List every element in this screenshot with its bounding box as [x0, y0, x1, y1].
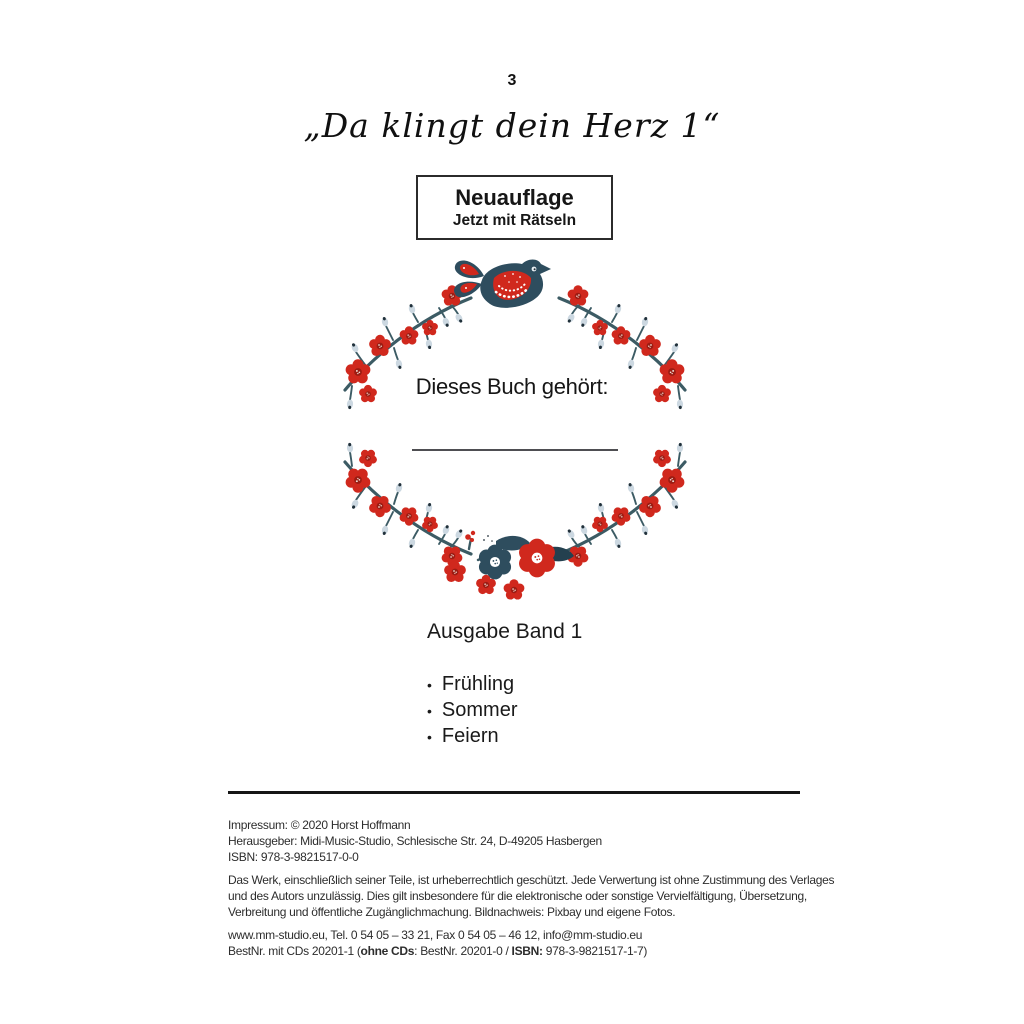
edition-heading: Ausgabe Band 1 — [427, 620, 583, 643]
imprint-line: Impressum: © 2020 Horst Hoffmann — [228, 818, 411, 832]
list-item-label: • Frühling — [441, 673, 515, 695]
order-text: 978-3-9821517-1-7) — [542, 944, 648, 958]
imprint-block-copyright — [228, 872, 888, 920]
imprint-line: ISBN: 978-3-9821517-0-0 — [228, 850, 359, 864]
imprint-section — [228, 817, 888, 966]
edition-box — [416, 175, 613, 240]
list-item — [427, 697, 582, 723]
imprint-order-line — [228, 943, 888, 959]
edition-box-title: Neuauflage — [455, 185, 574, 210]
book-title: „Da klingt dein Herz 1“ — [303, 106, 721, 145]
order-text: BestNr. mit CDs 20201-1 ( — [228, 944, 361, 958]
list-item-label: • Feiern — [441, 725, 499, 747]
order-text-bold: ohne CDs — [360, 944, 415, 958]
imprint-contact-line: www.mm-studio.eu, Tel. 0 54 05 – 33 21, Fax 0 54 05 – 46 12, info@mm-studio.eu — [228, 928, 643, 942]
imprint-line: Verbreitung und öffentliche Zugänglichmachung. Bildnachweis: Pixbay und eigene Fotos. — [228, 905, 676, 919]
order-text-bold: ISBN: — [511, 944, 543, 958]
list-item — [427, 723, 582, 749]
name-writing-line — [412, 449, 618, 451]
belongs-label: Dieses Buch gehört: — [415, 374, 609, 399]
imprint-block-publisher — [228, 817, 888, 865]
page-number: 3 — [507, 72, 517, 89]
imprint-line: Herausgeber: Midi-Music-Studio, Schlesische Str. 24, D-49205 Hasbergen — [228, 834, 602, 848]
wreath-illustration — [338, 252, 692, 600]
imprint-block-contact — [228, 927, 888, 959]
imprint-line: und des Autors unzulässig. Dies gilt insbesondere für die elektronische oder sonstige Vervielfältigung, Übersetzung, — [228, 889, 807, 903]
list-item-label: • Sommer — [441, 699, 518, 721]
flower-cluster — [444, 531, 574, 600]
edition-box-subtitle: Jetzt mit Rätseln — [452, 212, 577, 229]
order-text: : BestNr. 20201-0 / — [414, 944, 512, 958]
edition-section — [427, 620, 582, 749]
divider-rule — [228, 791, 800, 794]
list-item — [427, 671, 582, 697]
imprint-line: Das Werk, einschließlich seiner Teile, ist urheberrechtlich geschützt. Jede Verwertung ist ohne Zustimmung des Verlages — [228, 873, 835, 887]
